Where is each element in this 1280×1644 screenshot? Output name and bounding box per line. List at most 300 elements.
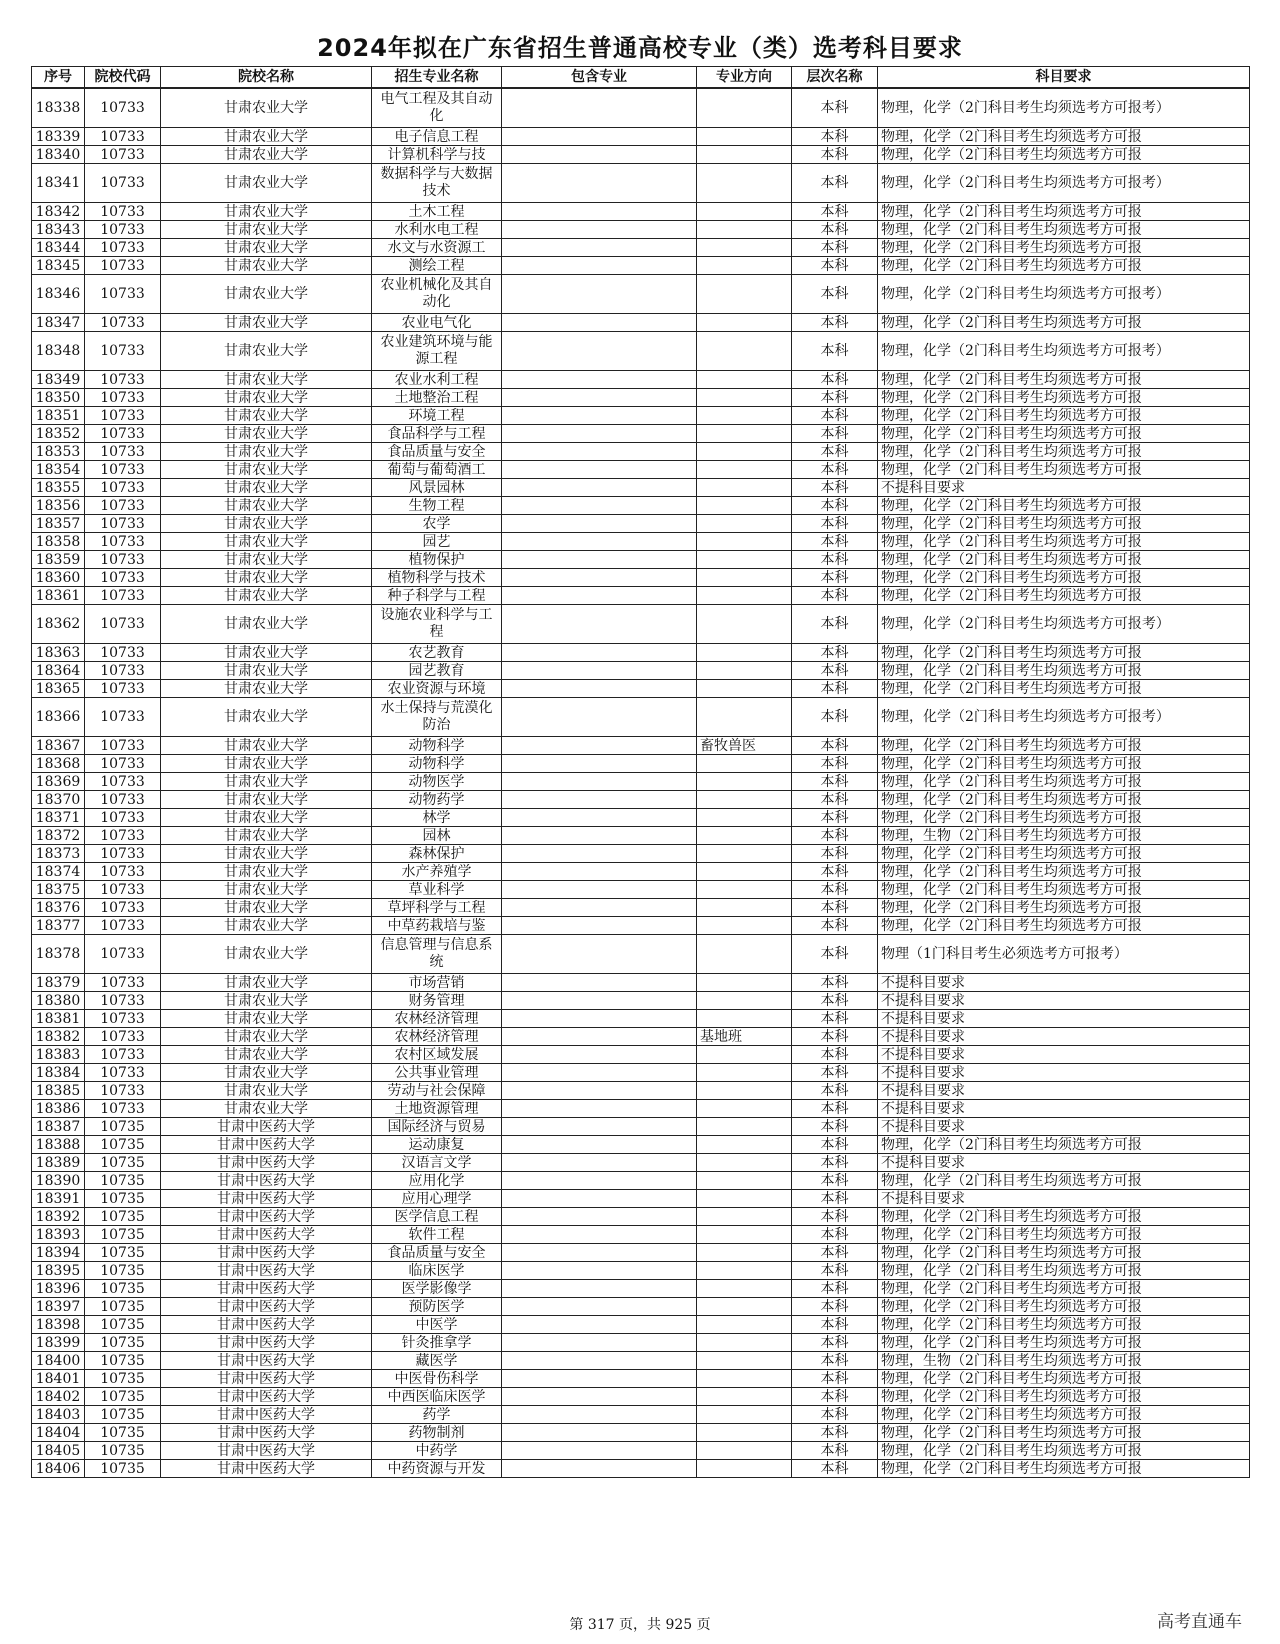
row-school: 甘肃农业大学 (161, 845, 372, 863)
table-row (32, 1298, 1250, 1316)
row-level: 本科 (792, 1118, 878, 1136)
row-code: 10733 (85, 1100, 161, 1118)
row-include (502, 1082, 697, 1100)
row-direction (697, 755, 792, 773)
row-include (502, 881, 697, 899)
row-seq: 18339 (32, 128, 85, 146)
row-requirement: 物理，化学（2门科目考生均须选考方可报 (878, 461, 1250, 479)
row-direction (697, 239, 792, 257)
row-include (502, 1190, 697, 1208)
row-seq: 18406 (32, 1460, 85, 1478)
row-requirement: 物理，化学（2门科目考生均须选考方可报 (878, 425, 1250, 443)
row-requirement: 不提科目要求 (878, 479, 1250, 497)
row-code: 10733 (85, 1064, 161, 1082)
row-code: 10735 (85, 1226, 161, 1244)
row-level: 本科 (792, 1172, 878, 1190)
row-seq: 18377 (32, 917, 85, 935)
row-seq: 18345 (32, 257, 85, 275)
row-include (502, 1028, 697, 1046)
row-seq: 18401 (32, 1370, 85, 1388)
row-requirement: 物理，化学（2门科目考生均须选考方可报考） (878, 88, 1250, 128)
row-level: 本科 (792, 992, 878, 1010)
row-seq: 18395 (32, 1262, 85, 1280)
row-direction (697, 1208, 792, 1226)
row-level: 本科 (792, 1352, 878, 1370)
row-code: 10733 (85, 1028, 161, 1046)
row-code: 10733 (85, 605, 161, 644)
row-direction (697, 1352, 792, 1370)
row-direction (697, 881, 792, 899)
row-requirement: 物理，化学（2门科目考生均须选考方可报 (878, 1406, 1250, 1424)
row-major: 应用化学 (372, 1172, 502, 1190)
row-direction (697, 1388, 792, 1406)
row-seq: 18399 (32, 1334, 85, 1352)
row-requirement: 物理，化学（2门科目考生均须选考方可报 (878, 1316, 1250, 1334)
row-direction (697, 1244, 792, 1262)
row-seq: 18387 (32, 1118, 85, 1136)
table-row (32, 88, 1250, 128)
row-code: 10733 (85, 791, 161, 809)
row-seq: 18379 (32, 974, 85, 992)
row-seq: 18361 (32, 587, 85, 605)
header-seq: 序号 (32, 67, 85, 89)
row-code: 10733 (85, 332, 161, 371)
row-code: 10733 (85, 809, 161, 827)
row-direction (697, 203, 792, 221)
row-seq: 18346 (32, 275, 85, 314)
row-school: 甘肃农业大学 (161, 275, 372, 314)
row-code: 10733 (85, 515, 161, 533)
row-seq: 18359 (32, 551, 85, 569)
row-include (502, 899, 697, 917)
row-major: 农业电气化 (372, 314, 502, 332)
row-direction (697, 1154, 792, 1172)
row-direction (697, 992, 792, 1010)
row-school: 甘肃农业大学 (161, 551, 372, 569)
row-major: 中药资源与开发 (372, 1460, 502, 1478)
header-include: 包含专业 (502, 67, 697, 89)
row-include (502, 1280, 697, 1298)
row-level: 本科 (792, 1280, 878, 1298)
row-requirement: 物理，化学（2门科目考生均须选考方可报 (878, 662, 1250, 680)
row-major: 动物药学 (372, 791, 502, 809)
row-school: 甘肃农业大学 (161, 935, 372, 974)
row-direction (697, 587, 792, 605)
row-school: 甘肃中医药大学 (161, 1262, 372, 1280)
row-seq: 18353 (32, 443, 85, 461)
row-include (502, 407, 697, 425)
row-include (502, 461, 697, 479)
row-code: 10733 (85, 1082, 161, 1100)
row-seq: 18357 (32, 515, 85, 533)
row-include (502, 515, 697, 533)
row-code: 10733 (85, 935, 161, 974)
row-include (502, 146, 697, 164)
row-major: 植物保护 (372, 551, 502, 569)
row-seq: 18367 (32, 737, 85, 755)
row-seq: 18378 (32, 935, 85, 974)
row-code: 10733 (85, 974, 161, 992)
row-direction (697, 1424, 792, 1442)
row-code: 10733 (85, 407, 161, 425)
table-row (32, 1370, 1250, 1388)
row-direction (697, 515, 792, 533)
row-code: 10733 (85, 128, 161, 146)
row-major: 生物工程 (372, 497, 502, 515)
row-direction (697, 497, 792, 515)
row-code: 10733 (85, 389, 161, 407)
table-row (32, 680, 1250, 698)
row-level: 本科 (792, 146, 878, 164)
row-include (502, 1046, 697, 1064)
row-direction (697, 1190, 792, 1208)
row-school: 甘肃中医药大学 (161, 1424, 372, 1442)
row-direction (697, 221, 792, 239)
row-major: 草坪科学与工程 (372, 899, 502, 917)
row-level: 本科 (792, 863, 878, 881)
row-school: 甘肃农业大学 (161, 698, 372, 737)
row-include (502, 1262, 697, 1280)
row-direction (697, 1226, 792, 1244)
header-requirement: 科目要求 (878, 67, 1250, 89)
row-seq: 18391 (32, 1190, 85, 1208)
row-major: 中医骨伤科学 (372, 1370, 502, 1388)
row-requirement: 物理，化学（2门科目考生均须选考方可报 (878, 407, 1250, 425)
row-level: 本科 (792, 203, 878, 221)
row-include (502, 389, 697, 407)
row-include (502, 533, 697, 551)
row-major: 种子科学与工程 (372, 587, 502, 605)
row-school: 甘肃农业大学 (161, 314, 372, 332)
row-requirement: 物理，化学（2门科目考生均须选考方可报考） (878, 164, 1250, 203)
row-requirement: 物理，化学（2门科目考生均须选考方可报 (878, 515, 1250, 533)
row-requirement: 物理，化学（2门科目考生均须选考方可报 (878, 146, 1250, 164)
row-major: 电子信息工程 (372, 128, 502, 146)
row-level: 本科 (792, 698, 878, 737)
row-level: 本科 (792, 791, 878, 809)
row-code: 10733 (85, 1046, 161, 1064)
row-school: 甘肃农业大学 (161, 239, 372, 257)
row-direction (697, 1010, 792, 1028)
row-school: 甘肃中医药大学 (161, 1118, 372, 1136)
row-requirement: 物理，化学（2门科目考生均须选考方可报 (878, 1370, 1250, 1388)
table-row (32, 698, 1250, 737)
row-level: 本科 (792, 1298, 878, 1316)
row-school: 甘肃中医药大学 (161, 1370, 372, 1388)
row-school: 甘肃农业大学 (161, 332, 372, 371)
row-school: 甘肃农业大学 (161, 899, 372, 917)
row-school: 甘肃农业大学 (161, 1064, 372, 1082)
row-school: 甘肃农业大学 (161, 809, 372, 827)
table-row (32, 1190, 1250, 1208)
row-code: 10733 (85, 425, 161, 443)
row-major: 农艺教育 (372, 644, 502, 662)
row-level: 本科 (792, 461, 878, 479)
row-major: 药学 (372, 1406, 502, 1424)
table-row (32, 1460, 1250, 1478)
row-level: 本科 (792, 827, 878, 845)
row-level: 本科 (792, 371, 878, 389)
row-level: 本科 (792, 1442, 878, 1460)
row-requirement: 物理，化学（2门科目考生均须选考方可报 (878, 371, 1250, 389)
row-requirement: 物理，化学（2门科目考生均须选考方可报 (878, 1280, 1250, 1298)
row-code: 10733 (85, 239, 161, 257)
row-seq: 18365 (32, 680, 85, 698)
row-school: 甘肃农业大学 (161, 680, 372, 698)
row-level: 本科 (792, 257, 878, 275)
row-code: 10733 (85, 443, 161, 461)
row-level: 本科 (792, 275, 878, 314)
row-code: 10733 (85, 680, 161, 698)
row-direction (697, 389, 792, 407)
row-include (502, 371, 697, 389)
row-major: 农业水利工程 (372, 371, 502, 389)
row-code: 10733 (85, 257, 161, 275)
table-row (32, 974, 1250, 992)
row-include (502, 239, 697, 257)
row-requirement: 物理，化学（2门科目考生均须选考方可报 (878, 389, 1250, 407)
row-include (502, 1118, 697, 1136)
row-include (502, 974, 697, 992)
row-level: 本科 (792, 1316, 878, 1334)
row-include (502, 164, 697, 203)
row-code: 10733 (85, 569, 161, 587)
table-row (32, 146, 1250, 164)
row-major: 动物医学 (372, 773, 502, 791)
row-seq: 18400 (32, 1352, 85, 1370)
row-seq: 18403 (32, 1406, 85, 1424)
row-direction (697, 1046, 792, 1064)
row-include (502, 1424, 697, 1442)
row-code: 10733 (85, 479, 161, 497)
table-header-row (32, 67, 1250, 89)
row-level: 本科 (792, 605, 878, 644)
table-row (32, 935, 1250, 974)
row-major: 医学信息工程 (372, 1208, 502, 1226)
row-code: 10735 (85, 1190, 161, 1208)
row-major: 环境工程 (372, 407, 502, 425)
row-include (502, 1388, 697, 1406)
row-school: 甘肃农业大学 (161, 605, 372, 644)
row-include (502, 479, 697, 497)
row-seq: 18372 (32, 827, 85, 845)
row-code: 10733 (85, 698, 161, 737)
row-level: 本科 (792, 551, 878, 569)
row-level: 本科 (792, 164, 878, 203)
row-major: 针灸推拿学 (372, 1334, 502, 1352)
row-direction (697, 479, 792, 497)
row-seq: 18397 (32, 1298, 85, 1316)
row-level: 本科 (792, 809, 878, 827)
row-seq: 18376 (32, 899, 85, 917)
table-row (32, 389, 1250, 407)
row-school: 甘肃农业大学 (161, 755, 372, 773)
row-school: 甘肃农业大学 (161, 1028, 372, 1046)
row-requirement: 不提科目要求 (878, 992, 1250, 1010)
row-requirement: 物理，化学（2门科目考生均须选考方可报 (878, 551, 1250, 569)
row-code: 10735 (85, 1334, 161, 1352)
row-major: 信息管理与信息系统 (372, 935, 502, 974)
table-row (32, 827, 1250, 845)
row-school: 甘肃中医药大学 (161, 1334, 372, 1352)
row-level: 本科 (792, 1334, 878, 1352)
row-code: 10735 (85, 1442, 161, 1460)
row-include (502, 1370, 697, 1388)
row-include (502, 1208, 697, 1226)
row-code: 10733 (85, 899, 161, 917)
row-major: 藏医学 (372, 1352, 502, 1370)
row-include (502, 128, 697, 146)
row-direction (697, 257, 792, 275)
row-direction (697, 935, 792, 974)
row-code: 10735 (85, 1154, 161, 1172)
row-seq: 18358 (32, 533, 85, 551)
row-school: 甘肃农业大学 (161, 479, 372, 497)
row-direction (697, 1334, 792, 1352)
row-seq: 18338 (32, 88, 85, 128)
row-direction (697, 605, 792, 644)
row-code: 10733 (85, 845, 161, 863)
table-row (32, 551, 1250, 569)
row-code: 10735 (85, 1460, 161, 1478)
row-code: 10733 (85, 164, 161, 203)
table-row (32, 425, 1250, 443)
row-include (502, 698, 697, 737)
row-direction (697, 662, 792, 680)
row-code: 10735 (85, 1388, 161, 1406)
row-level: 本科 (792, 662, 878, 680)
row-direction (697, 1118, 792, 1136)
row-major: 劳动与社会保障 (372, 1082, 502, 1100)
row-code: 10735 (85, 1280, 161, 1298)
table-row (32, 1424, 1250, 1442)
row-code: 10733 (85, 881, 161, 899)
row-school: 甘肃农业大学 (161, 389, 372, 407)
row-include (502, 1352, 697, 1370)
row-direction (697, 1298, 792, 1316)
row-major: 森林保护 (372, 845, 502, 863)
row-requirement: 物理，化学（2门科目考生均须选考方可报考） (878, 605, 1250, 644)
table-row (32, 221, 1250, 239)
row-requirement: 物理，化学（2门科目考生均须选考方可报 (878, 1244, 1250, 1262)
row-level: 本科 (792, 1460, 878, 1478)
row-seq: 18341 (32, 164, 85, 203)
row-requirement: 物理，化学（2门科目考生均须选考方可报 (878, 314, 1250, 332)
table-row (32, 203, 1250, 221)
row-seq: 18352 (32, 425, 85, 443)
row-school: 甘肃中医药大学 (161, 1172, 372, 1190)
row-major: 公共事业管理 (372, 1064, 502, 1082)
row-school: 甘肃农业大学 (161, 644, 372, 662)
table-row (32, 1208, 1250, 1226)
row-major: 园艺 (372, 533, 502, 551)
row-major: 水土保持与荒漠化防治 (372, 698, 502, 737)
row-major: 食品质量与安全 (372, 1244, 502, 1262)
row-direction (697, 1172, 792, 1190)
row-level: 本科 (792, 1370, 878, 1388)
row-seq: 18351 (32, 407, 85, 425)
row-include (502, 1334, 697, 1352)
row-level: 本科 (792, 1388, 878, 1406)
row-school: 甘肃农业大学 (161, 221, 372, 239)
row-seq: 18394 (32, 1244, 85, 1262)
table-row (32, 1082, 1250, 1100)
row-major: 计算机科学与技 (372, 146, 502, 164)
row-direction (697, 551, 792, 569)
table-row (32, 1136, 1250, 1154)
row-requirement: 物理，化学（2门科目考生均须选考方可报 (878, 881, 1250, 899)
row-seq: 18362 (32, 605, 85, 644)
table-row (32, 917, 1250, 935)
row-code: 10733 (85, 461, 161, 479)
row-school: 甘肃农业大学 (161, 407, 372, 425)
table-row (32, 1064, 1250, 1082)
row-school: 甘肃农业大学 (161, 88, 372, 128)
row-include (502, 845, 697, 863)
row-school: 甘肃中医药大学 (161, 1460, 372, 1478)
row-major: 中草药栽培与鉴 (372, 917, 502, 935)
row-requirement: 不提科目要求 (878, 1118, 1250, 1136)
row-requirement: 物理，化学（2门科目考生均须选考方可报考） (878, 698, 1250, 737)
row-major: 中药学 (372, 1442, 502, 1460)
row-direction (697, 1460, 792, 1478)
row-include (502, 1298, 697, 1316)
table-row (32, 587, 1250, 605)
row-seq: 18374 (32, 863, 85, 881)
row-level: 本科 (792, 644, 878, 662)
row-school: 甘肃农业大学 (161, 515, 372, 533)
row-include (502, 1100, 697, 1118)
row-requirement: 不提科目要求 (878, 1010, 1250, 1028)
row-major: 水产养殖学 (372, 863, 502, 881)
row-code: 10733 (85, 827, 161, 845)
row-include (502, 275, 697, 314)
row-school: 甘肃农业大学 (161, 587, 372, 605)
row-school: 甘肃农业大学 (161, 863, 372, 881)
row-major: 农学 (372, 515, 502, 533)
row-level: 本科 (792, 497, 878, 515)
row-major: 食品科学与工程 (372, 425, 502, 443)
table-row (32, 569, 1250, 587)
row-requirement: 不提科目要求 (878, 1046, 1250, 1064)
row-requirement: 物理，化学（2门科目考生均须选考方可报 (878, 755, 1250, 773)
row-direction (697, 569, 792, 587)
row-requirement: 物理，化学（2门科目考生均须选考方可报 (878, 680, 1250, 698)
row-major: 设施农业科学与工程 (372, 605, 502, 644)
row-include (502, 1442, 697, 1460)
row-level: 本科 (792, 1136, 878, 1154)
header-code: 院校代码 (85, 67, 161, 89)
table-row (32, 275, 1250, 314)
row-requirement: 不提科目要求 (878, 1100, 1250, 1118)
row-school: 甘肃农业大学 (161, 1100, 372, 1118)
row-include (502, 791, 697, 809)
row-direction (697, 827, 792, 845)
table-row (32, 257, 1250, 275)
row-code: 10733 (85, 587, 161, 605)
row-direction (697, 332, 792, 371)
row-code: 10733 (85, 533, 161, 551)
row-major: 水利水电工程 (372, 221, 502, 239)
row-level: 本科 (792, 533, 878, 551)
row-requirement: 物理，化学（2门科目考生均须选考方可报 (878, 791, 1250, 809)
row-major: 农业建筑环境与能源工程 (372, 332, 502, 371)
requirements-table (31, 66, 1250, 1478)
row-seq: 18343 (32, 221, 85, 239)
row-level: 本科 (792, 755, 878, 773)
row-seq: 18404 (32, 1424, 85, 1442)
row-level: 本科 (792, 1064, 878, 1082)
